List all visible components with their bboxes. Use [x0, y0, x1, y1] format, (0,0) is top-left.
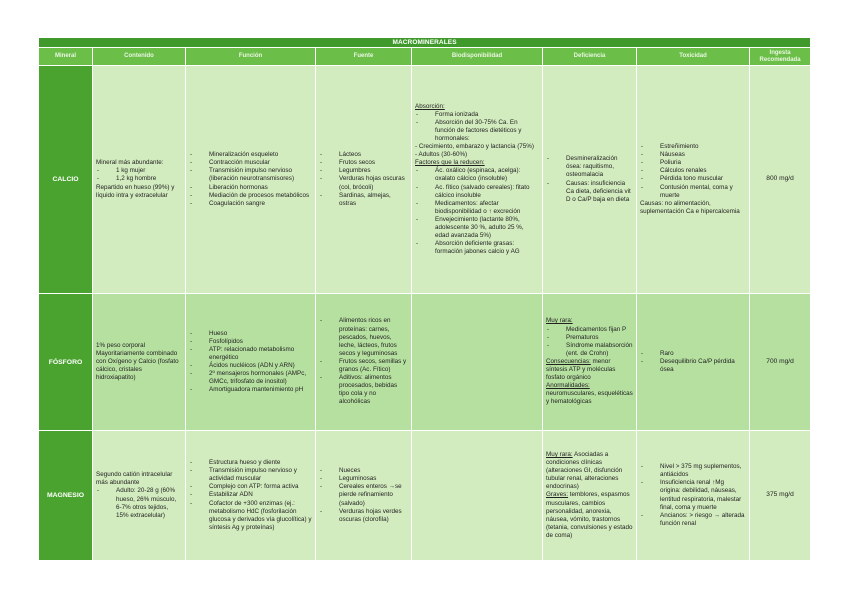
header-contenido: Contenido	[93, 48, 186, 66]
list-item: - Legumbres	[319, 167, 408, 175]
list-item: - Liberación hormonas	[189, 184, 312, 192]
section-heading: Factores que la reducen:	[415, 159, 485, 167]
text: temblores, espasmos musculares, cambios personalidad, anorexia, náusea, vómito, trastornos (tetania, convulsiones y estado de coma)	[546, 491, 633, 539]
list-item: - 2º mensajeros hormonales (AMPc, GMCc, trifosfato de inositol)	[189, 370, 312, 386]
list-item: - Transmisión impulso nervioso (liberación neurotransmisores)	[189, 167, 312, 183]
text: neuromusculares, esqueléticas y hematológicas	[546, 390, 633, 406]
text-line: - Crecimiento, embarazo y lactancia (75%)	[415, 143, 534, 151]
header-mineral: Mineral	[39, 48, 93, 66]
header-row	[39, 48, 811, 66]
list-item: - Ancianos: > riesgo → alterada función renal	[640, 512, 746, 528]
list-item: - Mediación de procesos metabólicos	[189, 192, 312, 200]
list-item: - Síndrome malabsorción (ent. de Crohn)	[546, 342, 633, 358]
row-calcio	[39, 66, 811, 294]
list-item: - Causas: insuficiencia Ca dieta, deficiencia vit D o Ca/P baja en dieta	[546, 180, 633, 204]
header-deficiencia: Deficiencia	[543, 48, 637, 66]
header-funcion: Función	[186, 48, 316, 66]
list-item: - Nivel > 375 mg suplementos, antiácidos	[640, 463, 746, 479]
list-item: - Desequilibrio Ca/P pérdida ósea	[640, 358, 746, 374]
list-item: - Cofactor de +300 enzimas (ej.: metabolismo HdC (fosforilación glucosa y derivados vía glucolítica) y síntesis Ag y proteínas)	[189, 500, 312, 532]
list-item: - Medicamentos fijan P	[546, 326, 633, 334]
label: Muy rara:	[546, 450, 573, 458]
list-item: - Contusión mental, coma y muerte	[640, 184, 746, 200]
macrominerales-table	[38, 37, 811, 561]
calcio-funcion	[186, 66, 316, 294]
fosforo-toxicidad	[637, 294, 750, 431]
section-heading: Absorción:	[415, 102, 445, 110]
title-row	[39, 38, 811, 48]
list-item: - Alimentos ricos en proteínas: carnes, pescados, huevos, leche, lácteos, frutos secos y leguminosas	[319, 317, 408, 357]
fosforo-ingesta: 700 mg/d	[750, 294, 811, 431]
magnesio-funcion	[186, 431, 316, 561]
text-line: Repartido en hueso (99%) y líquido intra y extracelular	[96, 183, 175, 199]
row-fosforo	[39, 294, 811, 431]
list-item: - Ac. fítico (salvado cereales): fitato cálcico insoluble	[415, 184, 539, 200]
text-line	[546, 382, 633, 406]
calcio-toxicidad	[637, 66, 750, 294]
magnesio-toxicidad	[637, 431, 750, 561]
mineral-magnesio: MAGNESIO	[39, 431, 93, 561]
list-item: - Insuficiencia renal ↑Mg origina: debilidad, náuseas, lentitud respiratoria, malestar final, coma y muerte	[640, 479, 746, 511]
list-item: - ATP: relacionado metabolismo energético	[189, 346, 312, 362]
table-title: MACROMINERALES	[39, 38, 811, 48]
text-line	[546, 358, 633, 382]
fosforo-biodisponibilidad	[412, 294, 543, 431]
list-item: - Medicamentos: afectar biodisponibilidad o ↑ excreción	[415, 200, 539, 216]
text-line: Causas: no alimentación, suplementación Ca e hipercalcemia	[640, 199, 740, 215]
magnesio-ingesta: 375 mg/d	[750, 431, 811, 561]
section-heading: Muy rara:	[546, 317, 573, 325]
list-item: - Envejecimiento (lactante 80%, adolescente 30 %, adulto 25 %, edad avanzada 5%)	[415, 216, 539, 240]
label: Consecuencias:	[546, 357, 591, 365]
list-item: - Aditivos: alimentos procesados, bebidas tipo cola y no alcohólicas	[319, 374, 408, 406]
magnesio-contenido	[93, 431, 186, 561]
calcio-biodisponibilidad	[412, 66, 543, 294]
list-item: - Mineralización esqueleto	[189, 151, 312, 159]
label: Anormalidades:	[546, 382, 590, 390]
text-line	[546, 451, 633, 491]
list-item: - Náuseas	[640, 151, 746, 159]
list-item: - Estreñimiento	[640, 143, 746, 151]
magnesio-biodisponibilidad	[412, 431, 543, 561]
list-item: - Frutos secos, semillas y granos (Ac. Fítico)	[319, 358, 408, 374]
list-item: - Estabilizar ADN	[189, 491, 312, 499]
list-item: - Frutos secos	[319, 159, 408, 167]
header-biodisponibilidad: Biodisponibilidad	[412, 48, 543, 66]
fosforo-fuente	[316, 294, 412, 431]
text: Asociadas a condiciones clínicas (alteraciones GI, disfunción tubular renal, alteraciones endocrinas)	[546, 450, 623, 491]
text: menor síntesis ATP y moléculas fosfato orgánico	[546, 357, 616, 382]
list-item: - Poliuria	[640, 159, 746, 167]
list-item: - Nueces	[319, 467, 408, 475]
list-item: - Estructura hueso y diente	[189, 459, 312, 467]
list-item: - Fosfolípidos	[189, 338, 312, 346]
fosforo-deficiencia	[543, 294, 637, 431]
label: Graves:	[546, 491, 569, 499]
text-line	[546, 491, 633, 540]
list-item: - Verduras hojas oscuras (col, brócoli)	[319, 175, 408, 191]
fosforo-funcion	[186, 294, 316, 431]
list-item: - 1,2 kg hombre	[96, 175, 182, 183]
list-item: - Ác. oxálico (espinaca, acelga): oxalato cálcico (insoluble)	[415, 167, 539, 183]
list-item: - Absorción del 30-75% Ca. En función de factores dietéticos y hormonales:	[415, 119, 539, 143]
header-ingesta: Ingesta Recomendada	[750, 48, 811, 66]
list-item: - 1 kg mujer	[96, 167, 182, 175]
calcio-fuente	[316, 66, 412, 294]
magnesio-deficiencia	[543, 431, 637, 561]
list-item: - Adulto: 20-28 g (60% hueso, 26% músculo, 6-7% otros tejidos, 15% extracelular)	[96, 487, 182, 519]
header-fuente: Fuente	[316, 48, 412, 66]
header-toxicidad: Toxicidad	[637, 48, 750, 66]
calcio-contenido	[93, 66, 186, 294]
list-item: - Cálculos renales	[640, 167, 746, 175]
list-item: - Lácteos	[319, 151, 408, 159]
text-line: Segundo catión intracelular más abundante	[96, 471, 173, 487]
list-item: - Amortiguadora mantenimiento pH	[189, 386, 312, 394]
list-item: - Cereales enteros →se pierde refinamiento (salvado)	[319, 483, 408, 507]
list-item: - Complejo con ATP: forma activa	[189, 483, 312, 491]
calcio-ingesta: 800 mg/d	[750, 66, 811, 294]
text-line: Mineral más abundante:	[96, 159, 164, 167]
fosforo-contenido: 1% peso corporal Mayoritariamente combinado con Oxígeno y Calcio (fosfato cálcico, cristales hidroxiapatito)	[93, 294, 186, 431]
list-item: - Transmisión impulso nervioso y actividad muscular	[189, 467, 312, 483]
mineral-calcio: CALCIO	[39, 66, 93, 294]
list-item: - Desmineralización ósea: raquitismo, osteomalacia	[546, 155, 633, 179]
list-item: - Forma ionizada	[415, 111, 539, 119]
list-item: - Ácidos nucléicos (ADN y ARN)	[189, 362, 312, 370]
calcio-deficiencia	[543, 66, 637, 294]
magnesio-fuente	[316, 431, 412, 561]
list-item: - Prematuros	[546, 334, 633, 342]
list-item: - Contracción muscular	[189, 159, 312, 167]
row-magnesio	[39, 431, 811, 561]
list-item: - Sardinas, almejas, ostras	[319, 192, 408, 208]
list-item: - Pérdida tono muscular	[640, 175, 746, 183]
text-line: - Adultos (30-60%)	[415, 151, 468, 159]
list-item: - Coagulación sangre	[189, 200, 312, 208]
list-item: - Hueso	[189, 330, 312, 338]
list-item: - Verduras hojas verdes oscuras (clorofila)	[319, 508, 408, 524]
mineral-fosforo: FÓSFORO	[39, 294, 93, 431]
list-item: - Leguminosas	[319, 475, 408, 483]
list-item: - Raro	[640, 350, 746, 358]
list-item: - Absorción deficiente grasas: formación jabones calcio y AG	[415, 240, 539, 256]
